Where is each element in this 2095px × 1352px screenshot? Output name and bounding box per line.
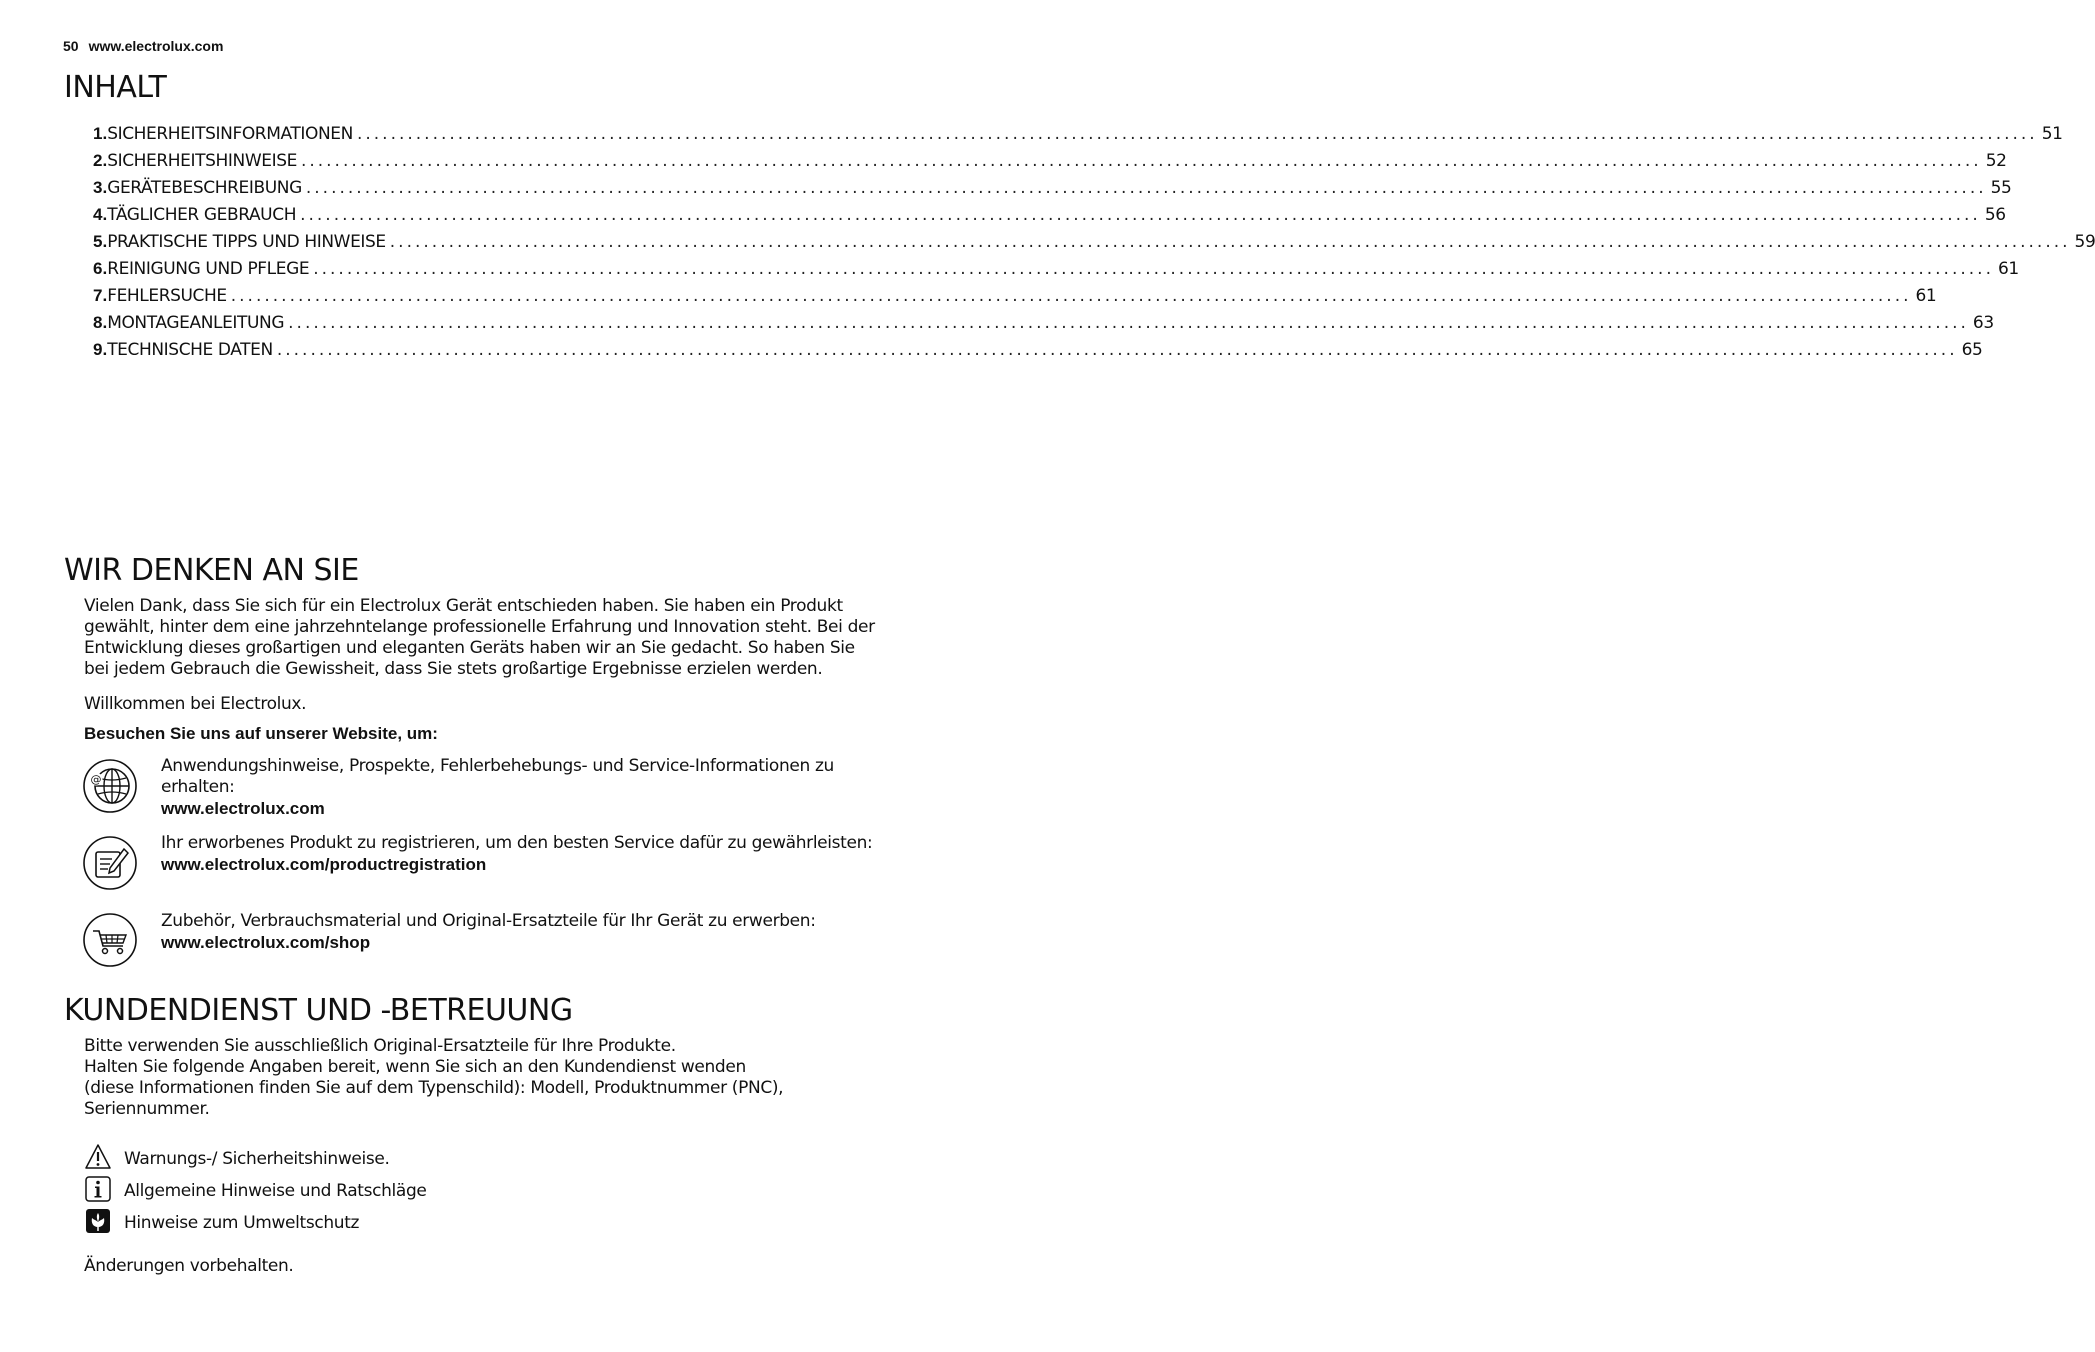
toc-item-number: 6. [93, 259, 108, 278]
toc-item-number: 1. [93, 124, 108, 143]
registration-icon [82, 835, 138, 891]
globe-icon [82, 758, 138, 814]
service-line: (diese Informationen finden Sie auf dem Typenschild): Modell, Produktnummer (PNC), [84, 1078, 784, 1098]
environment-icon [84, 1207, 112, 1235]
toc-leader-dots: ........................................................................................................................................................................................................ [276, 340, 1958, 360]
web-item-line: erhalten: [161, 777, 235, 797]
toc-item-page: 59 [2074, 232, 2095, 252]
svg-text:@: @ [90, 773, 102, 786]
toc-item-title: PRAKTISCHE TIPPS UND HINWEISE [107, 232, 386, 252]
toc-item-2[interactable] [93, 151, 2007, 178]
toc-item-title: REINIGUNG UND PFLEGE [107, 259, 310, 279]
web-item-line: Zubehör, Verbrauchsmaterial und Original-Ersatzteile für Ihr Gerät zu erwerben: [161, 911, 816, 931]
service-line: Bitte verwenden Sie ausschließlich Original-Ersatzteile für Ihre Produkte. [84, 1036, 676, 1056]
product-registration-link[interactable]: www.electrolux.com/productregistration [161, 855, 487, 874]
toc-title: INHALT [64, 70, 167, 105]
toc-item-1[interactable] [93, 124, 2063, 151]
web-item-text [161, 833, 891, 875]
toc-leader-dots: ........................................................................................................................................................................................................ [305, 178, 1987, 198]
intro-line: Vielen Dank, dass Sie sich für ein Electrolux Gerät entschieden haben. Sie haben ein Produkt [84, 596, 843, 616]
header-url[interactable]: www.electrolux.com [88, 38, 224, 54]
toc-item-6[interactable] [93, 259, 2019, 286]
intro-line: bei jedem Gebrauch die Gewissheit, dass Sie stets großartige Ergebnisse erzielen werden. [84, 659, 823, 679]
toc-item-page: 52 [1985, 151, 2007, 171]
toc-item-title: MONTAGEANLEITUNG [107, 313, 285, 333]
toc-item-page: 51 [2041, 124, 2063, 144]
toc-item-number: 2. [93, 151, 108, 170]
toc-leader-dots: ........................................................................................................................................................................................................ [288, 313, 1969, 333]
service-line: Halten Sie folgende Angaben bereit, wenn Sie sich an den Kundendienst wenden [84, 1057, 746, 1077]
toc-item-number: 5. [93, 232, 108, 251]
visit-heading: Besuchen Sie uns auf unserer Website, um: [84, 724, 438, 743]
legend-label: Hinweise zum Umweltschutz [124, 1213, 360, 1233]
toc-item-9[interactable] [93, 340, 1983, 367]
toc-item-page: 61 [1915, 286, 1937, 306]
web-item-line: Ihr erworbenes Produkt zu registrieren, um den besten Service dafür zu gewährleisten: [161, 833, 873, 853]
toc-item-title: TÄGLICHER GEBRAUCH [107, 205, 297, 225]
toc-item-number: 9. [93, 340, 108, 359]
info-icon [84, 1175, 112, 1203]
toc-item-7[interactable] [93, 286, 1937, 313]
welcome-section-title: WIR DENKEN AN SIE [64, 553, 359, 588]
toc-item-page: 63 [1972, 313, 1994, 333]
legend-label: Allgemeine Hinweise und Ratschläge [124, 1181, 427, 1201]
toc-item-title: FEHLERSUCHE [107, 286, 227, 306]
toc-item-5[interactable] [93, 232, 2095, 259]
intro-line: Entwicklung dieses großartigen und eleganten Geräts haben wir an Sie gedacht. So haben Sie [84, 638, 855, 658]
toc-item-page: 55 [1990, 178, 2012, 198]
toc-leader-dots: ........................................................................................................................................................................................................ [300, 205, 1981, 225]
service-section-title: KUNDENDIENST UND -BETREUUNG [64, 993, 573, 1028]
toc-item-title: TECHNISCHE DATEN [107, 340, 273, 360]
toc-leader-dots: ........................................................................................................................................................................................................ [389, 232, 2071, 252]
legend-label: Warnungs-/ Sicherheitshinweise. [124, 1149, 390, 1169]
service-paragraph [84, 1036, 884, 1120]
toc-item-title: SICHERHEITSHINWEISE [107, 151, 297, 171]
page-number: 50 [63, 38, 79, 54]
toc-item-number: 7. [93, 286, 108, 305]
toc-item-number: 4. [93, 205, 108, 224]
toc-item-page: 56 [1984, 205, 2006, 225]
toc-item-number: 8. [93, 313, 108, 332]
footer-note: Änderungen vorbehalten. [84, 1256, 294, 1276]
warning-icon [84, 1143, 112, 1171]
toc-item-page: 65 [1961, 340, 1983, 360]
toc-leader-dots: ........................................................................................................................................................................................................ [230, 286, 1912, 306]
toc-leader-dots: ........................................................................................................................................................................................................ [356, 124, 2038, 144]
welcome-text: Willkommen bei Electrolux. [84, 694, 307, 714]
shop-link[interactable]: www.electrolux.com/shop [161, 933, 371, 952]
web-item-line: Anwendungshinweise, Prospekte, Fehlerbehebungs- und Service-Informationen zu [161, 756, 834, 776]
shopping-cart-icon [82, 912, 138, 968]
toc-item-title: GERÄTEBESCHREIBUNG [107, 178, 302, 198]
page-header [63, 38, 223, 54]
intro-line: gewählt, hinter dem eine jahrzehntelange professionelle Erfahrung und Innovation steht. Bei der [84, 617, 875, 637]
toc-item-3[interactable] [93, 178, 2012, 205]
toc-item-8[interactable] [93, 313, 1994, 340]
table-of-contents [93, 124, 2095, 367]
web-item-text [161, 911, 891, 953]
toc-item-page: 61 [1997, 259, 2019, 279]
toc-item-title: SICHERHEITSINFORMATIONEN [107, 124, 353, 144]
toc-item-4[interactable] [93, 205, 2006, 232]
intro-paragraph [84, 596, 884, 680]
toc-item-number: 3. [93, 178, 108, 197]
web-item-text [161, 756, 891, 819]
service-line: Seriennummer. [84, 1099, 210, 1119]
toc-leader-dots: ........................................................................................................................................................................................................ [300, 151, 1982, 171]
toc-leader-dots: ........................................................................................................................................................................................................ [313, 259, 1994, 279]
website-link[interactable]: www.electrolux.com [161, 799, 325, 818]
